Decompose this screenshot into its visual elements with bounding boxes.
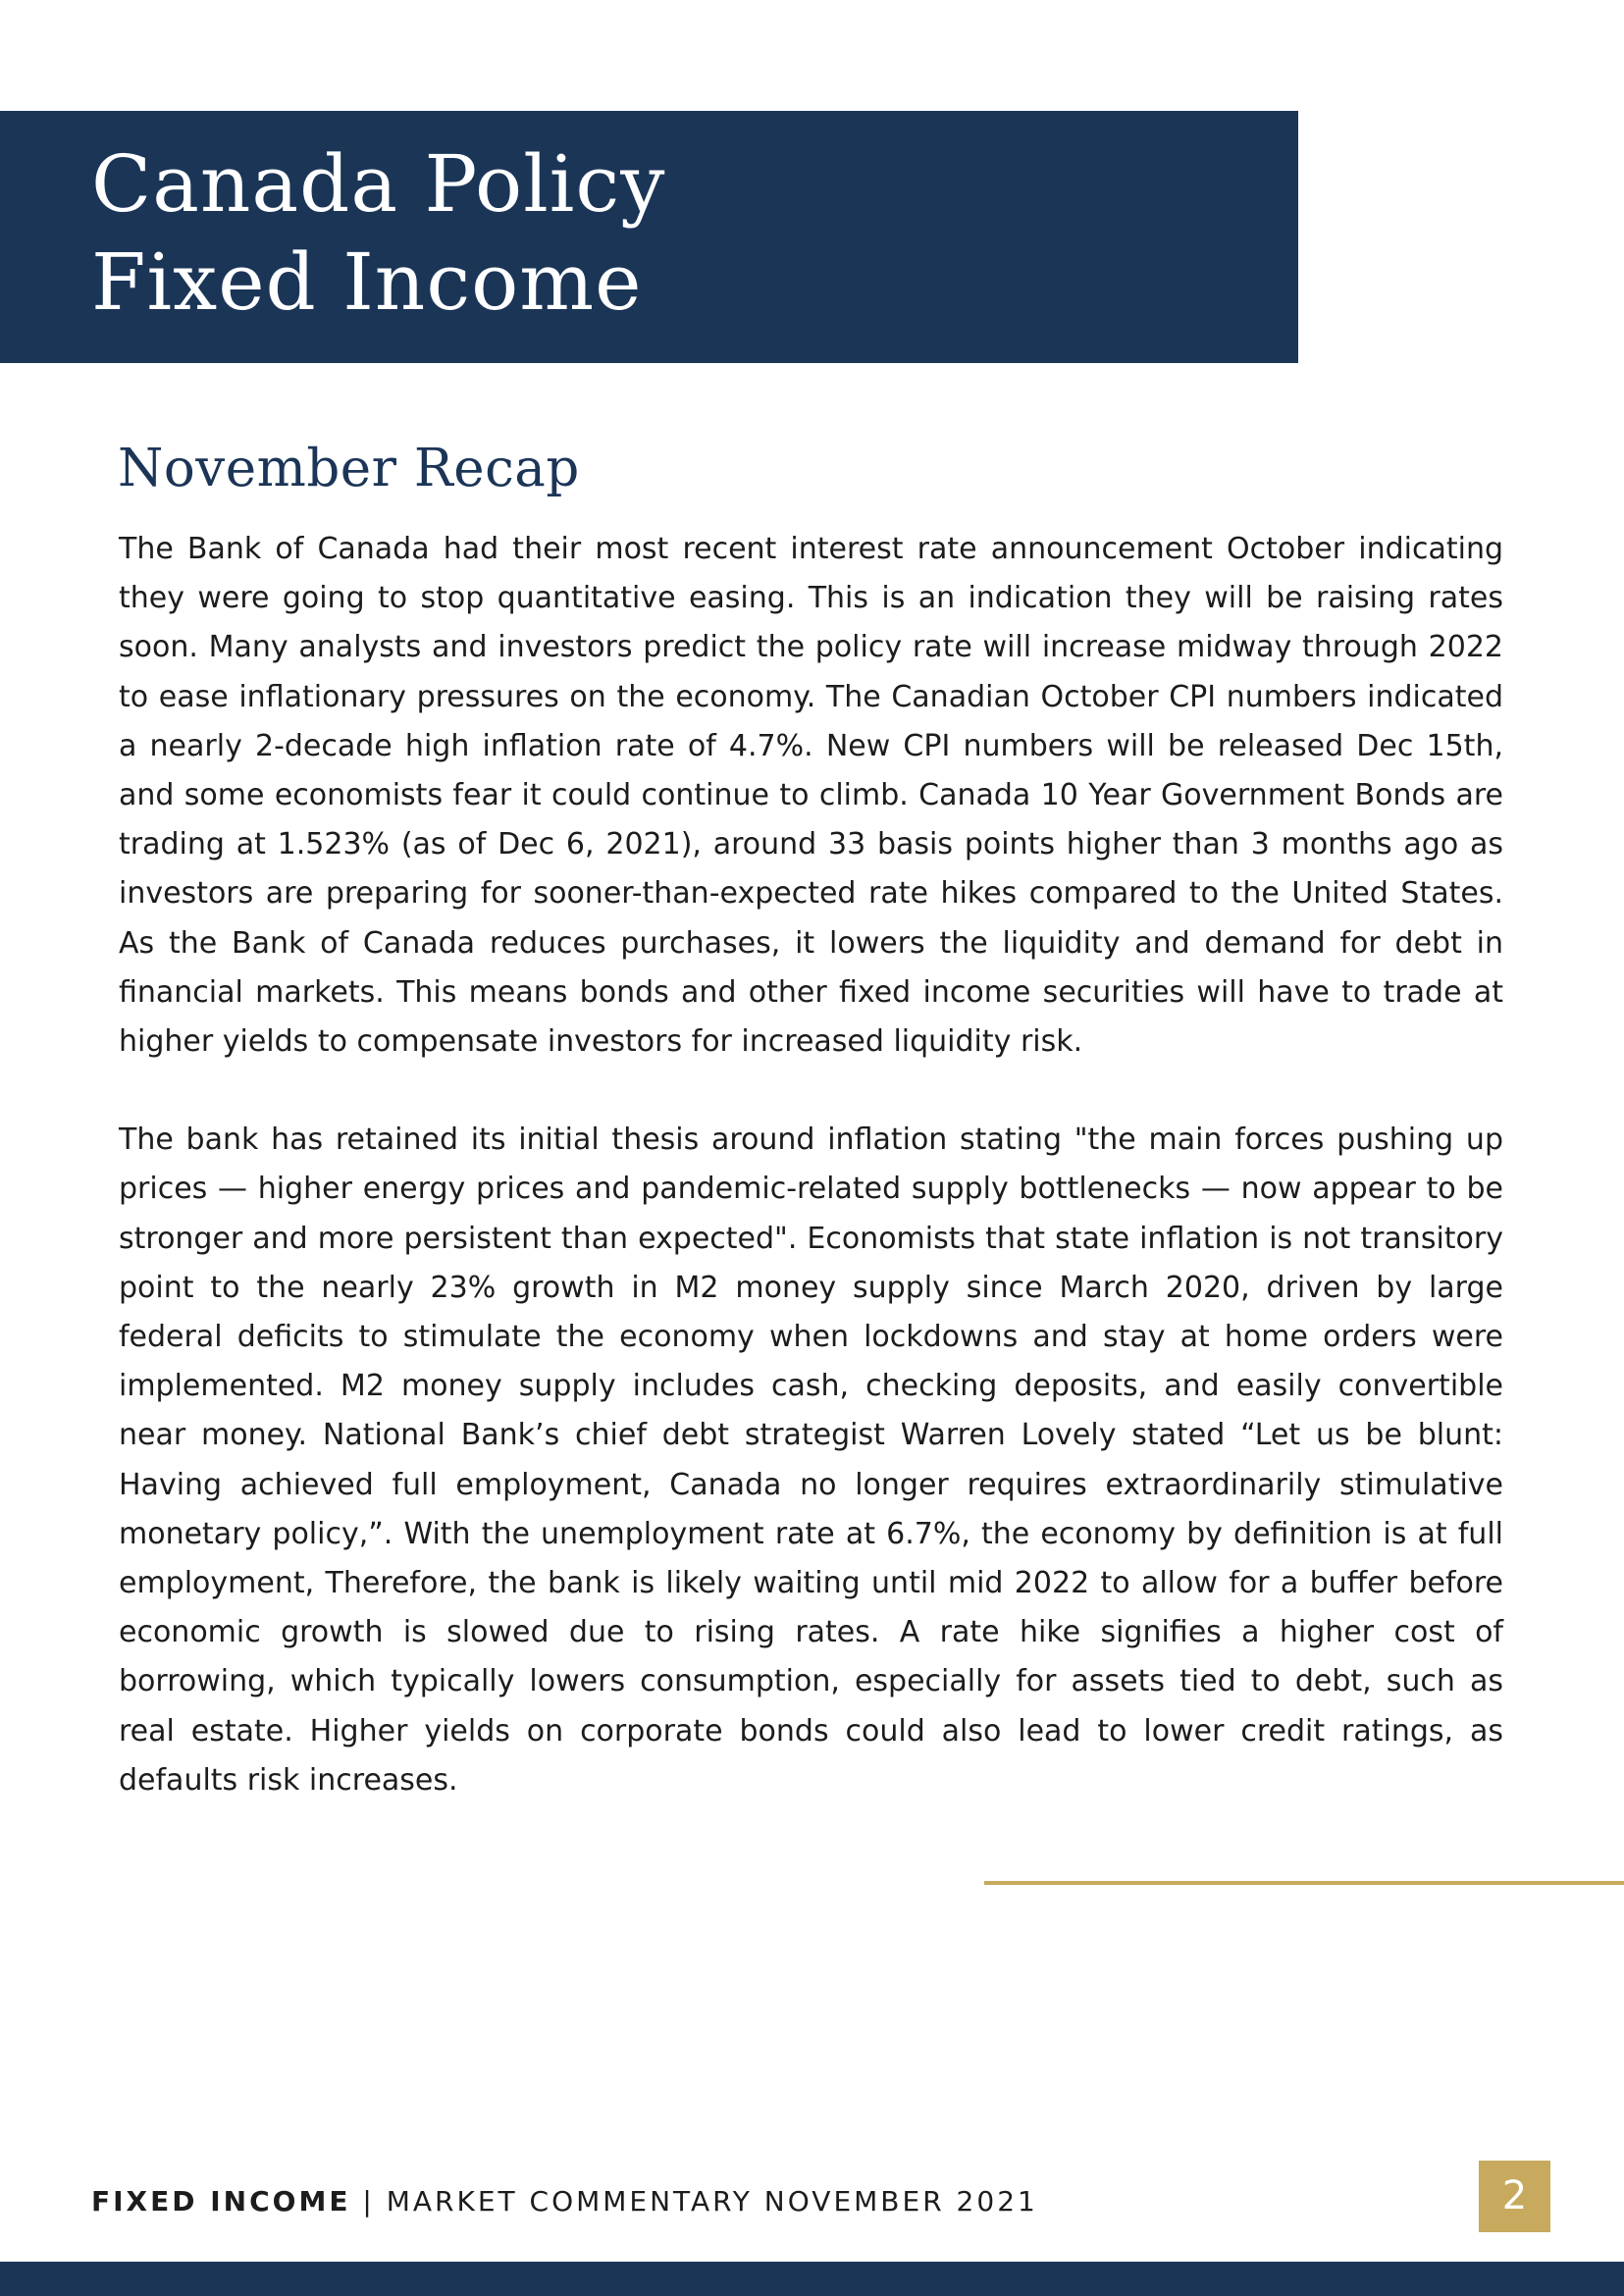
page-title-line-1: Canada Policy <box>91 138 666 230</box>
article-body <box>119 525 1503 1805</box>
section-heading: November Recap <box>118 439 580 498</box>
page-title-line-2: Fixed Income <box>91 236 643 328</box>
footer-separator: | <box>350 2185 387 2218</box>
paragraph-2: The bank has retained its initial thesis around inflation stating "the main forces pushing up prices — higher energy prices and pandemic-related supply bottlenecks — now appear to be stronger and more persistent than expected". Economists that state inflation is not transitory point to the nearly 23% growth in M2 money supply since March 2020, driven by large federal deficits to stimulate the economy when lockdowns and stay at home orders were implemented. M2 money supply includes cash, checking deposits, and easily convertible near money. National Bank’s chief debt strategist Warren Lovely stated “Let us be blunt: Having achieved full employment, Canada no longer requires extraordinarily stimulative monetary policy,”. With the unemployment rate at 6.7%, the economy by definition is at full employment, Therefore, the bank is likely waiting until mid 2022 to allow for a buffer before economic growth is slowed due to rising rates. A rate hike signifies a higher cost of borrowing, which typically lowers consumption, especially for assets tied to debt, such as real estate. Higher yields on corporate bonds could also lead to lower credit ratings, as defaults risk increases. <box>119 1122 1503 1798</box>
footer-band <box>0 2262 1624 2296</box>
footer-label <box>91 2182 1038 2221</box>
footer-subtitle: MARKET COMMENTARY NOVEMBER 2021 <box>386 2185 1038 2218</box>
page-number-badge: 2 <box>1479 2161 1550 2232</box>
gold-divider <box>984 1881 1624 1885</box>
page-title <box>91 135 1220 332</box>
paragraph-1: The Bank of Canada had their most recent interest rate announcement October indicating they were going to stop quantitative easing. This is an indication they will be raising rates soon. Many analysts and investors predict the policy rate will increase midway through 2022 to ease inflationary pressures on the economy. The Canadian October CPI numbers indicated a nearly 2-decade high inflation rate of 4.7%. New CPI numbers will be released Dec 15th, and some economists fear it could continue to climb. Canada 10 Year Government Bonds are trading at 1.523% (as of Dec 6, 2021), around 33 basis points higher than 3 months ago as investors are preparing for sooner-than-expected rate hikes compared to the United States. As the Bank of Canada reduces purchases, it lowers the liquidity and demand for debt in financial markets. This means bonds and other fixed income securities will have to trade at higher yields to compensate investors for increased liquidity risk. <box>119 532 1503 1060</box>
footer-section-name: FIXED INCOME <box>91 2185 351 2218</box>
